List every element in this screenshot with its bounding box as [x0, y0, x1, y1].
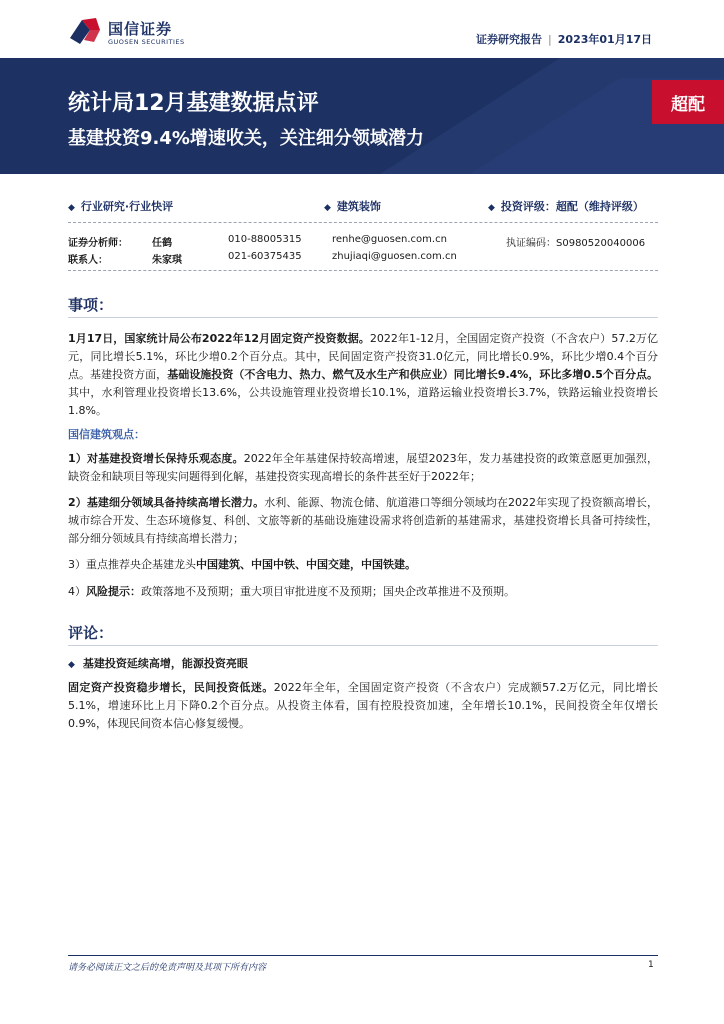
viewpoint-2-lead: 2）基建细分领域具备持续高增长潜力。 [68, 496, 265, 509]
info-divider [68, 222, 658, 223]
comment-heading-text: 基建投资延续高增，能源投资亮眼 [82, 657, 248, 670]
page-number: 1 [648, 960, 654, 970]
comment-bullet-heading [68, 655, 248, 671]
section-title-event: 事项： [68, 296, 114, 314]
report-title: 统计局12月基建数据点评 [68, 91, 319, 116]
event-text-a: 2022年1-12月，全国固定资产投资（不含农户）57.2万亿元，同比增长5.1%，环比少增0.2个百分点。其中，民间固定资产投资31.0亿元，同比增长0.9%，环比少增0.4个百分点。基建投资方面， [68, 332, 658, 381]
event-highlight: 基础设施投资（不含电力、热力、燃气及水生产和供应业）同比增长9.4%，环比多增0.5个百分点。 [167, 368, 658, 381]
report-meta [476, 31, 652, 47]
footer-divider [68, 955, 658, 956]
info-sector [324, 198, 381, 214]
section-underline [68, 317, 658, 318]
disclaimer-note: 请务必阅读正文之后的免责声明及其项下所有内容 [68, 963, 267, 973]
diamond-icon: ◆ [68, 203, 75, 213]
category-label: 行业研究·行业快评 [80, 200, 174, 213]
viewpoint-1-text: 2022年全年基建保持较高增速，展望2023年，发力基建投资的政策意愿更加强烈，缺资金和缺项目等现实问题得到化解，基建投资实现高增长的条件甚至好于2022年； [68, 452, 658, 483]
viewpoint-4 [68, 583, 658, 601]
diamond-icon: ◆ [68, 660, 75, 670]
title-banner [0, 58, 724, 174]
report-type: 证券研究报告 [476, 33, 543, 46]
viewpoint-3-text: 3）重点推荐央企基建龙头 [68, 558, 196, 571]
viewpoint-3-picks: 中国建筑、中国中铁、中国交建，中国铁建。 [196, 558, 416, 571]
separator: | [548, 33, 552, 46]
info-category [68, 198, 173, 214]
comment-paragraph [68, 679, 658, 733]
viewpoint-3 [68, 556, 658, 574]
viewpoint-title: 国信建筑观点： [68, 428, 145, 441]
sector-label: 建筑装饰 [336, 200, 381, 213]
event-paragraph [68, 330, 658, 420]
viewpoint-1-lead: 1）对基建投资增长保持乐观态度。 [68, 452, 244, 465]
section-title-comment: 评论： [68, 624, 114, 642]
section-underline [68, 645, 658, 646]
viewpoint-1 [68, 450, 658, 486]
guosen-logo [68, 16, 200, 52]
contact-name: 朱家琪 [152, 255, 182, 266]
risk-label: 风险提示： [86, 585, 141, 598]
rating-badge: 超配 [652, 80, 724, 124]
logo-chinese: 国信证券 [108, 20, 173, 38]
contact-role: 联系人： [68, 255, 108, 266]
comment-text: 2022年全年，全国固定资产投资（不含农户）完成额57.2万亿元，同比增长5.1%，增速环比上月下降0.2个百分点。从投资主体看，国有控股投资加速，全年增长10.1%，民间投资全年仅增长0.9%，体现民间资本信心修复缓慢。 [68, 681, 659, 730]
diamond-icon: ◆ [488, 203, 495, 213]
viewpoint-4-num: 4） [68, 585, 86, 598]
report-subtitle: 基建投资9.4%增速收关，关注细分领域潜力 [68, 128, 424, 149]
comment-lead: 固定资产投资稳步增长，民间投资低迷。 [68, 681, 274, 694]
contact-phone: 021-60375435 [228, 251, 302, 262]
page-header [0, 0, 724, 58]
rating-label: 投资评级：超配（维持评级） [500, 200, 644, 213]
diamond-icon: ◆ [324, 203, 331, 213]
event-lead: 1月17日，国家统计局公布2022年12月固定资产投资数据。 [68, 332, 370, 345]
analyst-email[interactable]: renhe@guosen.com.cn [332, 234, 447, 245]
risk-text: 政策落地不及预期；重大项目审批进度不及预期；国央企改革推进不及预期。 [141, 585, 515, 598]
guosen-logo-icon [68, 16, 102, 48]
contact-divider [68, 270, 658, 271]
analyst-cert: 执证编码：S0980520040006 [506, 238, 646, 249]
analyst-role: 证券分析师： [68, 238, 128, 249]
event-text-b: 其中，水利管理业投资增长13.6%，公共设施管理业投资增长10.1%，道路运输业投资增长3.7%，铁路运输业投资增长1.8%。 [68, 386, 658, 417]
contact-email[interactable]: zhujiaqi@guosen.com.cn [332, 251, 457, 262]
report-date: 2023年01月17日 [557, 33, 652, 46]
viewpoint-2-text: 水利、能源、物流仓储、航道港口等细分领域均在2022年实现了投资额高增长，城市综合开发、生态环境修复、科创、文旅等新的基础设施建设需求将创造新的基建需求，基建投资增长具备可持续性，部分细分领域具有持续高增长潜力； [68, 496, 658, 545]
analyst-name: 任鹤 [152, 238, 172, 249]
logo-english: GUOSEN SECURITIES [108, 38, 185, 46]
analyst-phone: 010-88005315 [228, 234, 302, 245]
viewpoint-2 [68, 494, 658, 548]
report-info-row [68, 198, 658, 216]
info-rating [488, 198, 644, 214]
